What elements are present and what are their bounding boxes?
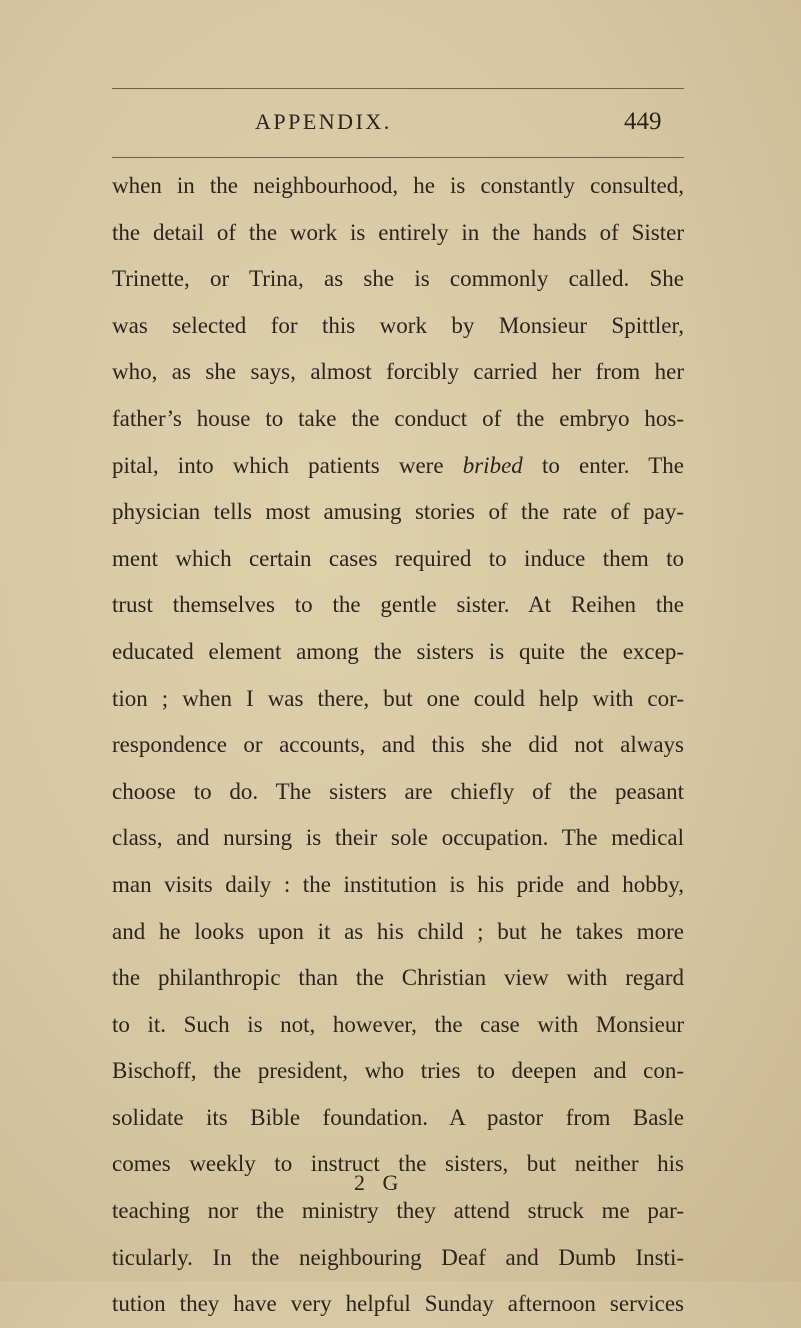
text-line: tution they have very helpful Sunday afternoon services	[112, 1291, 684, 1317]
text-line: when in the neighbourhood, he is constantly consulted,	[112, 173, 684, 198]
text-line: who, as she says, almost forcibly carried her from her	[112, 359, 684, 385]
text-line: the philanthropic than the Christian view with regard	[112, 965, 684, 991]
running-head: APPENDIX.	[255, 109, 392, 134]
text-line: physician tells most amusing stories of the rate of pay-	[112, 499, 684, 525]
text-line: class, and nursing is their sole occupation. The medical	[112, 825, 684, 851]
text-line: ticularly. In the neighbouring Deaf and Dumb Insti-	[112, 1244, 684, 1270]
text-line: to it. Such is not, however, the case with Monsieur	[112, 1011, 684, 1037]
text-line: choose to do. The sisters are chiefly of the peasant	[112, 778, 684, 804]
text-line: was selected for this work by Monsieur Spittler,	[112, 312, 684, 338]
text-line: respondence or accounts, and this she did not always	[112, 732, 684, 758]
text-line: solidate its Bible foundation. A pastor from Basle	[112, 1104, 684, 1130]
text-line: teaching nor the ministry they attend struck me par-	[112, 1198, 684, 1224]
signature-mark: 2 G	[354, 1170, 405, 1195]
top-rule	[112, 88, 684, 89]
text-line: Bischoff, the president, who tries to deepen and con-	[112, 1058, 684, 1084]
text-line: the detail of the work is entirely in the hands of Sister	[112, 219, 684, 245]
text-segment: pital, into which patients were	[112, 452, 463, 478]
page-header	[0, 104, 801, 140]
text-line: comes weekly to instruct the sisters, but neither his	[112, 1151, 684, 1177]
text-line: tion ; when I was there, but one could help with cor-	[112, 685, 684, 711]
page-number: 449	[624, 108, 662, 135]
text-line: father’s house to take the conduct of the embryo hos-	[112, 405, 684, 431]
body-text	[112, 163, 684, 1328]
text-line: man visits daily : the institution is his pride and hobby,	[112, 871, 684, 897]
text-line: Trinette, or Trina, as she is commonly called. She	[112, 266, 684, 292]
text-line: trust themselves to the gentle sister. At Reihen the	[112, 592, 684, 618]
text-line: educated element among the sisters is quite the excep-	[112, 638, 684, 664]
text-line-with-italic	[112, 443, 684, 490]
header-rule	[112, 157, 684, 158]
italic-word: bribed	[462, 452, 523, 478]
text-line: ment which certain cases required to induce them to	[112, 545, 684, 571]
text-line: and he looks upon it as his child ; but he takes more	[112, 918, 684, 944]
text-segment: to enter. The	[522, 452, 685, 478]
